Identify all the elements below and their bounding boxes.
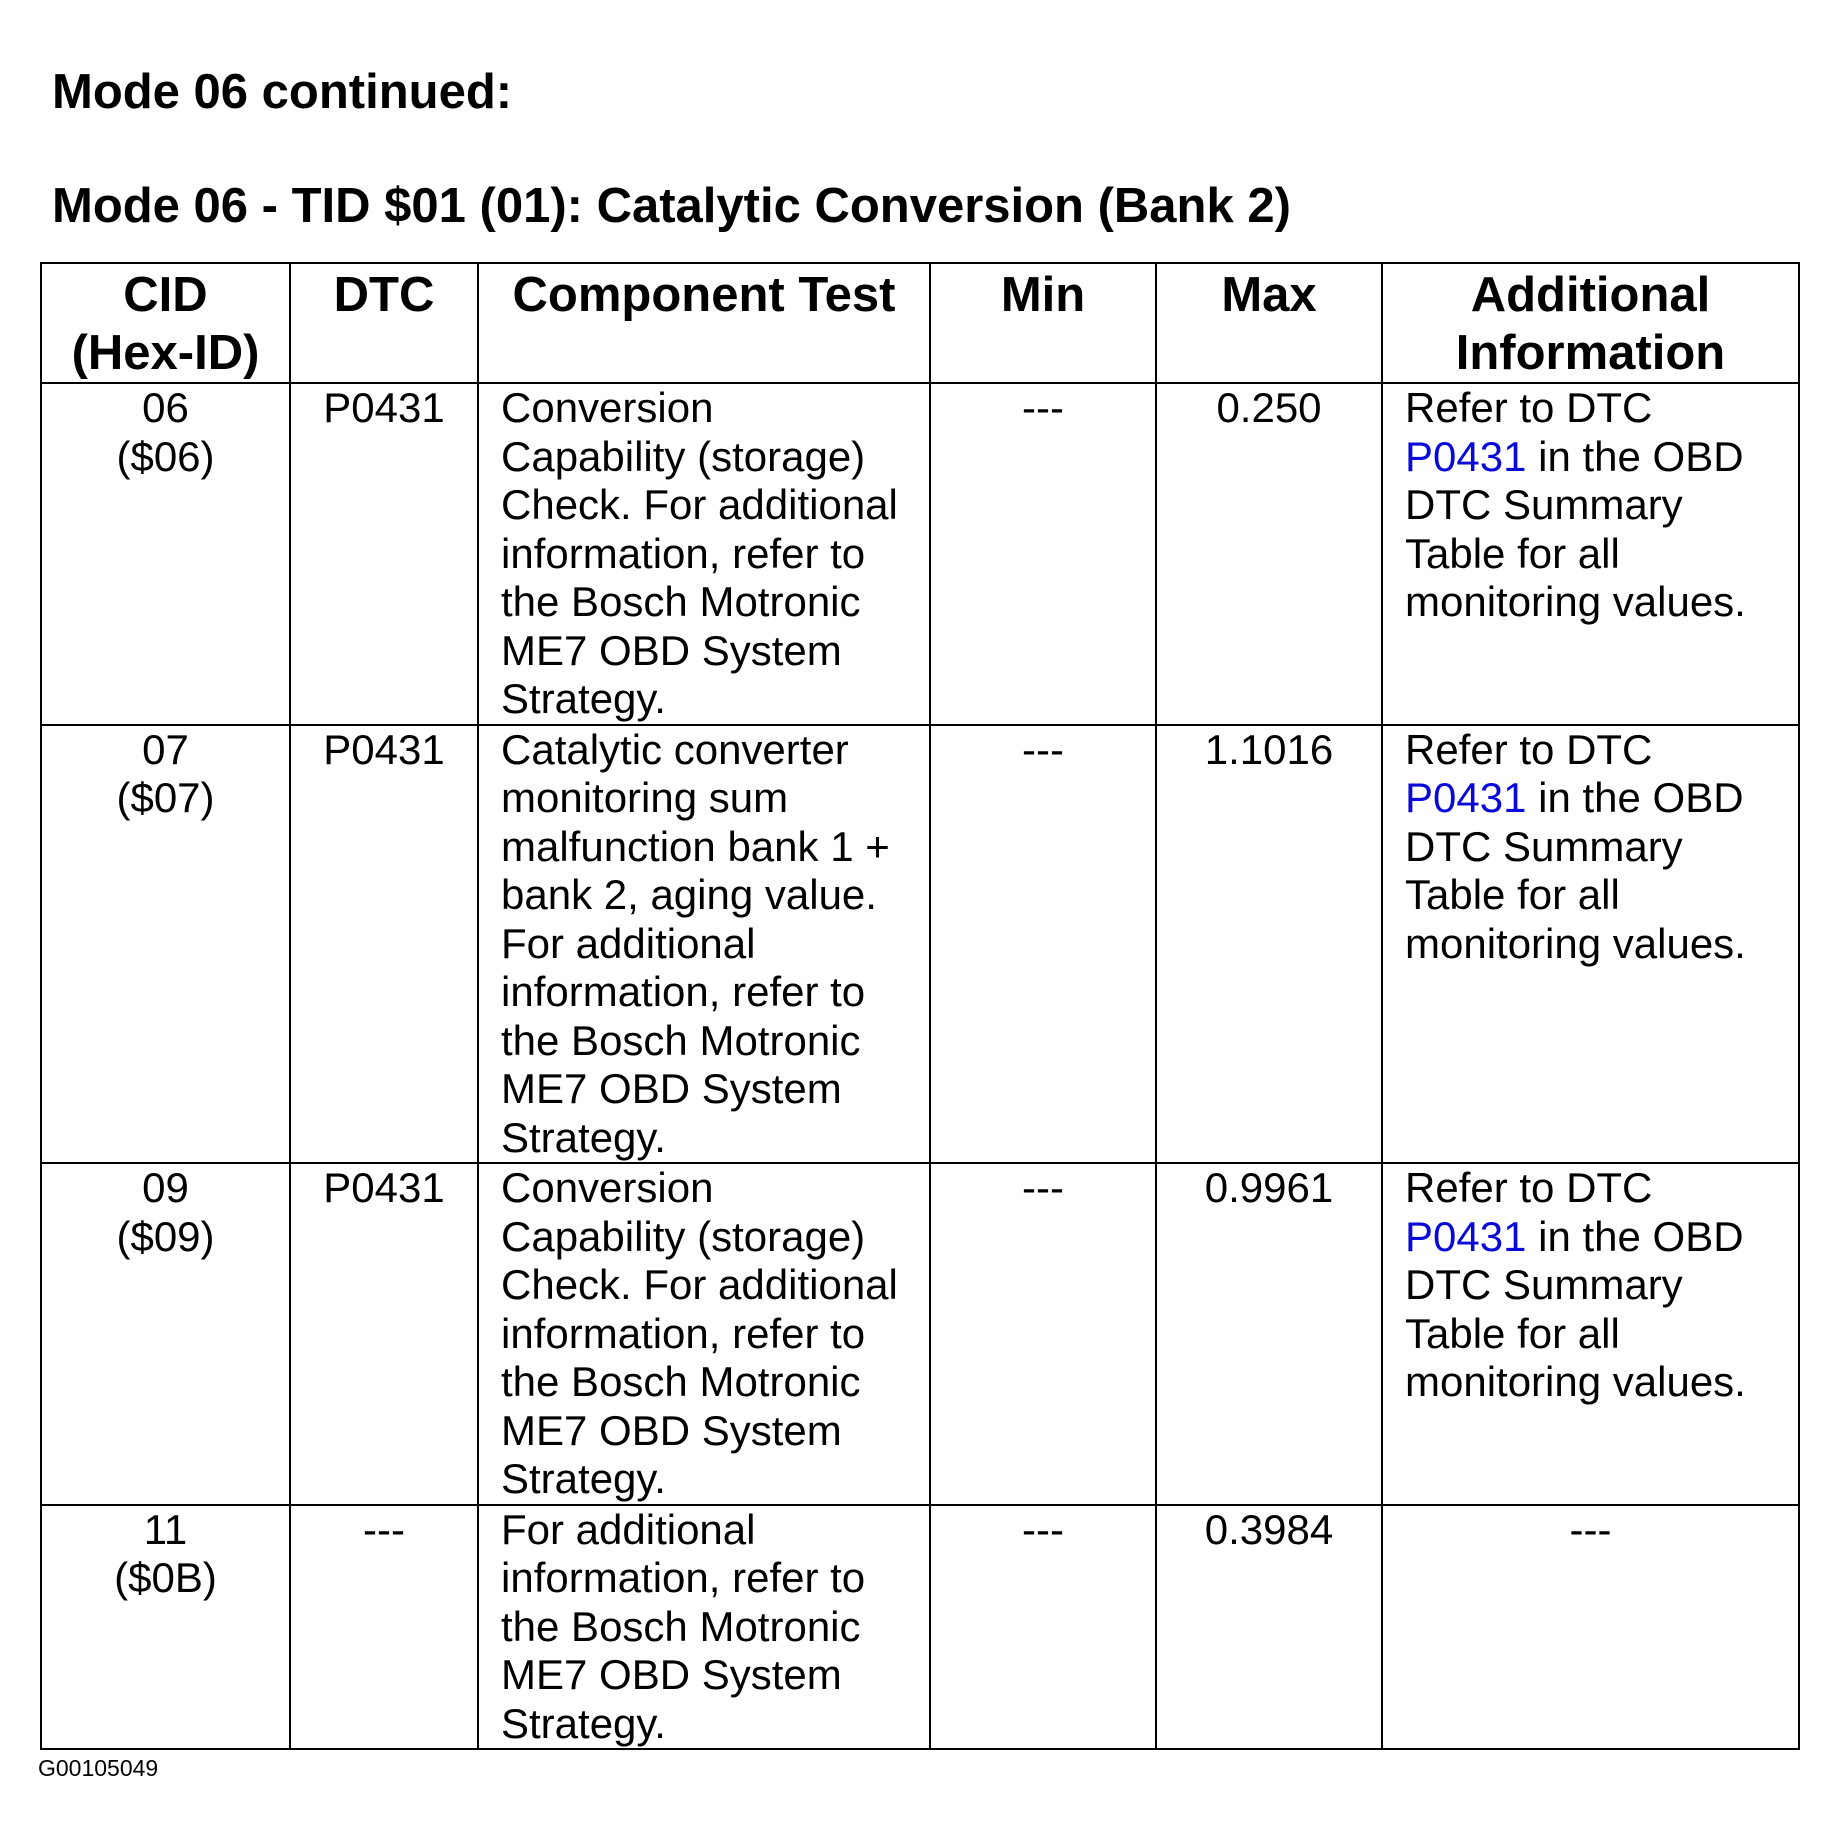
info-line (1405, 433, 1790, 482)
test-line: Catalytic converter (501, 725, 849, 773)
test-line: Strategy. (501, 675, 666, 722)
info-line: Table for all (1405, 1309, 1620, 1357)
cell-dtc: P0431 (290, 725, 478, 1164)
table-row (41, 725, 1799, 1164)
test-line: the Bosch Motronic (501, 1602, 861, 1650)
cid-hex: ($0B) (114, 1554, 217, 1601)
test-line: Strategy. (501, 1699, 666, 1747)
cid-value: 11 (143, 1505, 188, 1553)
cid-hex: ($06) (116, 432, 215, 480)
cell-cid (41, 383, 290, 725)
cell-additional-info (1382, 383, 1799, 725)
cell-max: 0.3984 (1156, 1505, 1382, 1750)
info-line: Refer to DTC (1405, 1164, 1653, 1211)
cell-dtc: --- (290, 1505, 478, 1750)
info-line: Table for all (1405, 529, 1620, 577)
cell-min: --- (930, 1163, 1156, 1505)
cell-additional-info (1382, 1163, 1799, 1505)
cell-cid (41, 1163, 290, 1505)
info-link-tail: in the OBD (1526, 1212, 1744, 1260)
header-dtc: DTC (290, 263, 478, 383)
test-line: the Bosch Motronic (501, 1016, 861, 1064)
test-line: information, refer to (501, 1309, 866, 1357)
info-line (1405, 1213, 1790, 1262)
test-line: ME7 OBD System (501, 1065, 842, 1112)
header-cid (41, 263, 290, 383)
cid-value: 07 (142, 725, 189, 773)
cell-additional-info: --- (1382, 1505, 1799, 1750)
cell-max: 0.250 (1156, 383, 1382, 725)
table-row (41, 1505, 1799, 1750)
test-line: Check. For additional (501, 1261, 898, 1308)
test-line: Strategy. (501, 1113, 666, 1161)
cell-min: --- (930, 383, 1156, 725)
cell-dtc: P0431 (290, 383, 478, 725)
test-line: ME7 OBD System (501, 1406, 842, 1454)
test-line: malfunction bank 1 + (501, 822, 890, 870)
cid-hex: ($09) (116, 1212, 215, 1260)
header-additional-information (1382, 263, 1799, 383)
header-cid-line2: (Hex-ID) (71, 326, 260, 380)
table-title: Mode 06 - TID $01 (01): Catalytic Conversion (Bank 2) (52, 179, 1291, 233)
header-component-test: Component Test (478, 263, 930, 383)
header-min: Min (930, 263, 1156, 383)
cell-component-test (478, 1163, 930, 1505)
test-line: Conversion (501, 384, 714, 431)
info-line: monitoring values. (1405, 1358, 1746, 1405)
cid-hex: ($07) (116, 774, 215, 821)
cell-min: --- (930, 725, 1156, 1164)
test-line: Capability (storage) (501, 1212, 866, 1260)
test-line: monitoring sum (501, 774, 789, 821)
test-line: bank 2, aging value. (501, 871, 877, 918)
test-line: the Bosch Motronic (501, 1358, 861, 1405)
table-header-row (41, 263, 1799, 383)
test-line: information, refer to (501, 529, 866, 577)
cell-component-test (478, 383, 930, 725)
cell-max: 0.9961 (1156, 1163, 1382, 1505)
info-line: DTC Summary (1405, 481, 1683, 528)
info-line: Table for all (1405, 871, 1620, 918)
dtc-link[interactable]: P0431 (1405, 774, 1527, 821)
cid-value: 06 (142, 384, 189, 431)
header-additional-line1: Additional (1470, 268, 1711, 322)
info-line (1405, 774, 1790, 823)
header-max: Max (1156, 263, 1382, 383)
test-line: Strategy. (501, 1455, 666, 1502)
table-row (41, 1163, 1799, 1505)
info-line: monitoring values. (1405, 578, 1746, 625)
info-link-tail: in the OBD (1526, 432, 1744, 480)
info-line: DTC Summary (1405, 1261, 1683, 1308)
cell-component-test (478, 1505, 930, 1750)
test-line: For additional (501, 919, 756, 967)
test-line: For additional (501, 1505, 756, 1553)
test-line: information, refer to (501, 1554, 866, 1601)
cid-value: 09 (142, 1164, 189, 1211)
test-line: the Bosch Motronic (501, 578, 861, 625)
info-line: monitoring values. (1405, 919, 1746, 967)
info-line: Refer to DTC (1405, 384, 1653, 431)
test-line: Check. For additional (501, 481, 898, 528)
dtc-link[interactable]: P0431 (1405, 1212, 1527, 1260)
figure-id: G00105049 (38, 1755, 159, 1781)
page-heading: Mode 06 continued: (52, 65, 513, 119)
cell-additional-info (1382, 725, 1799, 1164)
table-row (41, 383, 1799, 725)
cell-component-test (478, 725, 930, 1164)
cell-max: 1.1016 (1156, 725, 1382, 1164)
info-line: DTC Summary (1405, 822, 1683, 870)
test-line: ME7 OBD System (501, 626, 842, 674)
cell-cid (41, 1505, 290, 1750)
header-cid-line1: CID (123, 268, 208, 322)
test-line: ME7 OBD System (501, 1651, 842, 1698)
mode06-table (40, 262, 1800, 1750)
cell-min: --- (930, 1505, 1156, 1750)
test-line: Conversion (501, 1164, 714, 1211)
test-line: information, refer to (501, 968, 866, 1015)
dtc-link[interactable]: P0431 (1405, 432, 1527, 480)
info-link-tail: in the OBD (1526, 774, 1744, 821)
test-line: Capability (storage) (501, 432, 866, 480)
header-additional-line2: Information (1455, 326, 1726, 380)
cell-dtc: P0431 (290, 1163, 478, 1505)
info-line: Refer to DTC (1405, 725, 1653, 773)
cell-cid (41, 725, 290, 1164)
